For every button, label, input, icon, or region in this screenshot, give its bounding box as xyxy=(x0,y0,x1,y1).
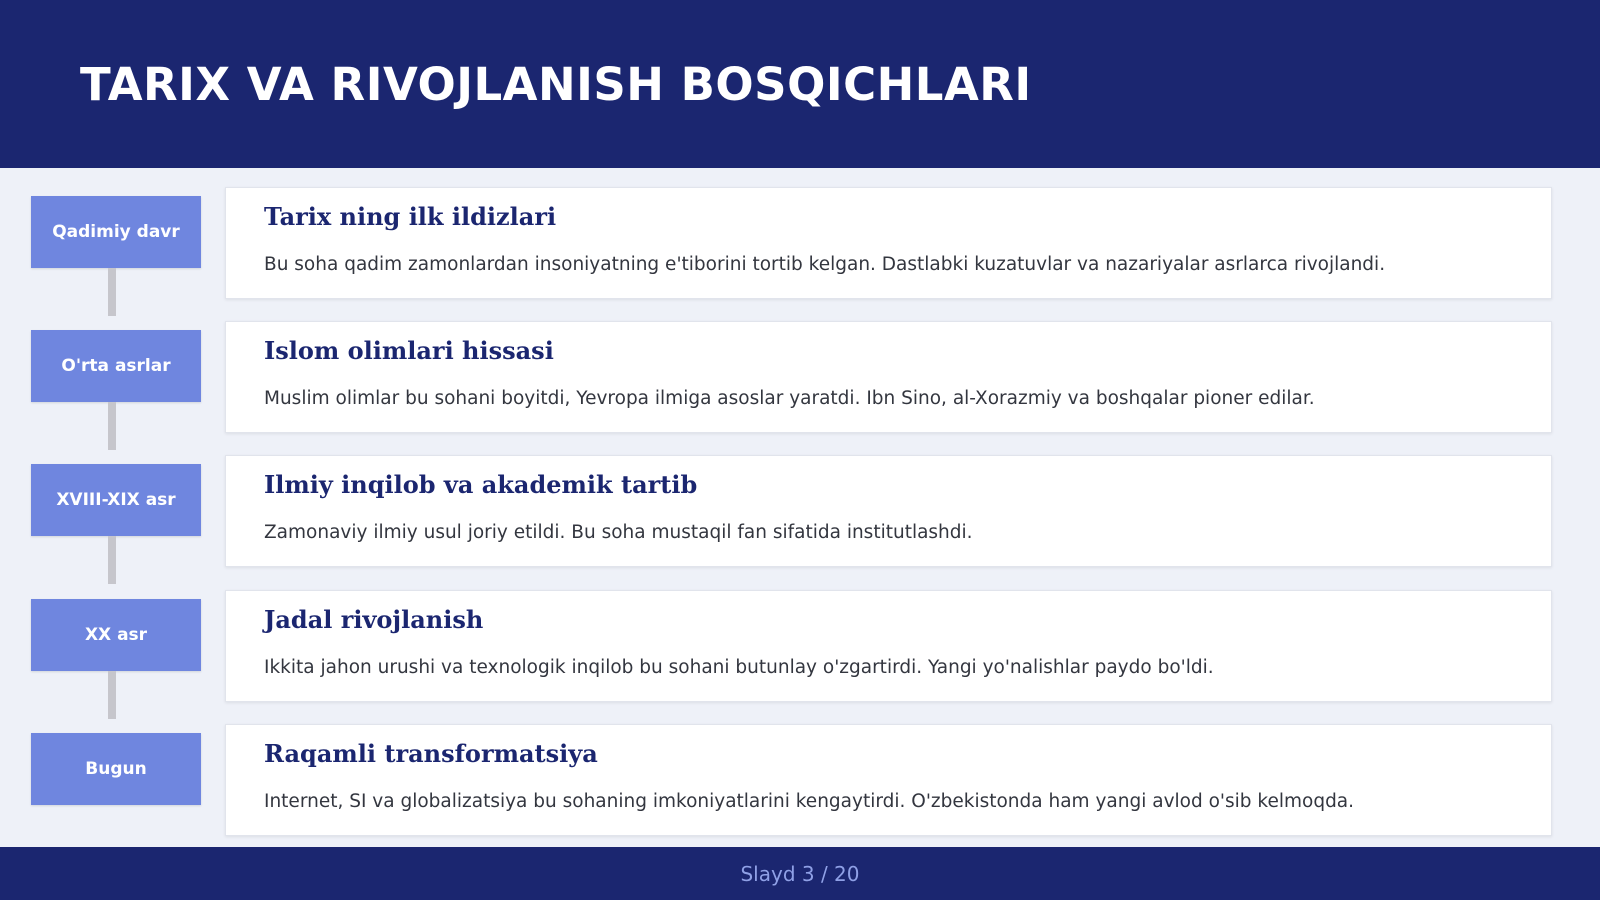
card-description: Muslim olimlar bu sohani boyitdi, Yevropa ilmiga asoslar yaratdi. Ibn Sino, al-Xorazmiy va boshqalar pioner edilar. xyxy=(264,388,1315,409)
timeline-card xyxy=(225,187,1552,299)
card-heading: Raqamli transformatsiya xyxy=(264,739,598,768)
timeline-item xyxy=(0,187,1600,299)
card-heading: Jadal rivojlanish xyxy=(264,605,484,634)
timeline-item xyxy=(0,455,1600,567)
card-description: Internet, SI va globalizatsiya bu sohaning imkoniyatlarini kengaytirdi. O'zbekistonda ham yangi avlod o'sib kelmoqda. xyxy=(264,791,1355,812)
slide-header xyxy=(0,0,1600,168)
card-description: Zamonaviy ilmiy usul joriy etildi. Bu soha mustaqil fan sifatida institutlashdi. xyxy=(264,522,973,543)
timeline-item xyxy=(0,724,1600,836)
period-badge: XVIII-XIX asr xyxy=(31,464,201,536)
card-description: Ikkita jahon urushi va texnologik inqilob bu sohani butunlay o'zgartirdi. Yangi yo'nalishlar paydo bo'ldi. xyxy=(264,657,1214,678)
timeline-connector xyxy=(108,268,116,316)
timeline-connector xyxy=(108,402,116,450)
card-heading: Tarix ning ilk ildizlari xyxy=(264,202,557,231)
timeline-item xyxy=(0,321,1600,433)
timeline-connector xyxy=(108,671,116,719)
slide-number: Slayd 3 / 20 xyxy=(740,861,860,886)
timeline-card xyxy=(225,724,1552,836)
slide-footer xyxy=(0,847,1600,900)
timeline-item xyxy=(0,590,1600,702)
period-badge: O'rta asrlar xyxy=(31,330,201,402)
card-description: Bu soha qadim zamonlardan insoniyatning e'tiborini tortib kelgan. Dastlabki kuzatuvlar va nazariyalar asrlarca rivojlandi. xyxy=(264,254,1386,275)
period-badge: Bugun xyxy=(31,733,201,805)
period-badge: Qadimiy davr xyxy=(31,196,201,268)
slide-title: TARIX VA RIVOJLANISH BOSQICHLARI xyxy=(80,58,1032,111)
timeline-card xyxy=(225,590,1552,702)
timeline-card xyxy=(225,321,1552,433)
card-heading: Ilmiy inqilob va akademik tartib xyxy=(264,470,698,499)
period-badge: XX asr xyxy=(31,599,201,671)
timeline-card xyxy=(225,455,1552,567)
timeline-connector xyxy=(108,536,116,584)
card-heading: Islom olimlari hissasi xyxy=(264,336,554,365)
